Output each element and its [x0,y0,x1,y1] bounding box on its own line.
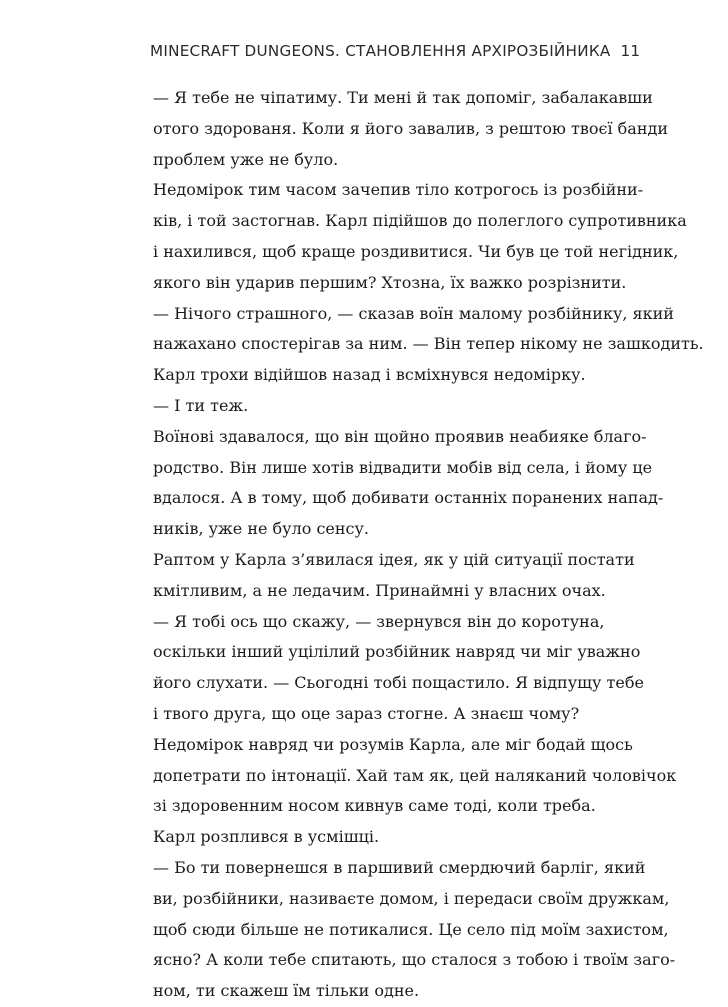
text-line: зі здоровенним носом кивнув саме тоді, коли треба. [153,796,596,816]
paragraph [153,853,676,1007]
text-line: ном, ти скажеш їм тільки одне. [153,981,420,1001]
text-line: його слухати. — Сьогодні тобі пощастило. Я відпущу тебе [153,673,644,693]
page-number: 11 [620,42,641,60]
text-line: — І ти теж. [153,395,249,415]
text-line: Карл розплився в усмішці. [153,827,380,847]
running-head-title: MINECRAFT DUNGEONS. СТАНОВЛЕННЯ АРХІРОЗБІЙНИКА [150,42,611,60]
text-line: Воїнові здавалося, що він щойно проявив неабияке благо- [153,426,647,446]
text-line: якого він ударив першим? Хтозна, їх важко розрізнити. [153,272,627,292]
text-line: ників, уже не було сенсу. [153,519,370,539]
text-line: ків, і той застогнав. Карл підійшов до полеглого супротивника [153,211,687,231]
text-line: допетрати по інтонації. Хай там як, цей наляканий чоловічок [153,765,677,785]
text-line: проблем уже не було. [153,149,339,169]
text-line: щоб сюди більше не потикалися. Це село під моїм захистом, [153,919,669,939]
text-line: нажахано спостерігав за ним. — Він тепер нікому не зашкодить. [153,334,704,354]
paragraph [153,422,664,545]
text-line: — Бо ти повернешся в паршивий смердючий барліг, який [153,857,646,877]
text-line: вдалося. А в тому, щоб добивати останніх поранених напад- [153,488,664,508]
paragraph [153,822,587,853]
text-line: Недомірок тим часом зачепив тіло котрогось із розбійни- [153,180,644,200]
text-line: ви, розбійники, називаєте домом, і передаси своїм дружкам, [153,888,670,908]
paragraph [153,175,687,298]
text-line: Раптом у Карла з’явилася ідея, як у цій ситуації постати [153,549,635,569]
paragraph [153,730,677,822]
paragraph [153,545,635,607]
text-line: Карл трохи відійшов назад і всміхнувся недомірку. [153,365,586,385]
text-line: і нахилився, щоб краще роздивитися. Чи був це той негідник, [153,241,679,261]
text-line: оскільки інший уцілілий розбійник навряд чи міг уважно [153,642,641,662]
body-text [153,83,704,1007]
text-line: кмітливим, а не ледачим. Принаймні у власних очах. [153,580,606,600]
paragraph [153,360,587,391]
paragraph [153,83,669,175]
text-line: ясно? А коли тебе спитають, що сталося з тобою і твоїм заго- [153,950,676,970]
paragraph [153,607,644,730]
paragraph [153,391,587,422]
paragraph [153,299,704,361]
text-line: отого здорованя. Коли я його завалив, з рештою твоєї банди [153,118,669,138]
text-line: і твого друга, що оце зараз стогне. А знаєш чому? [153,703,580,723]
text-line: Недомірок навряд чи розумів Карла, але міг бодай щось [153,734,633,754]
text-line: — Я тобі ось що скажу, — звернувся він до коротуна, [153,611,605,631]
text-line: родство. Він лише хотів відвадити мобів від села, і йому це [153,457,653,477]
text-line: — Нічого страшного, — сказав воїн малому розбійнику, який [153,303,674,323]
running-head [150,42,641,60]
text-line: — Я тебе не чіпатиму. Ти мені й так допоміг, забалакавши [153,88,653,107]
